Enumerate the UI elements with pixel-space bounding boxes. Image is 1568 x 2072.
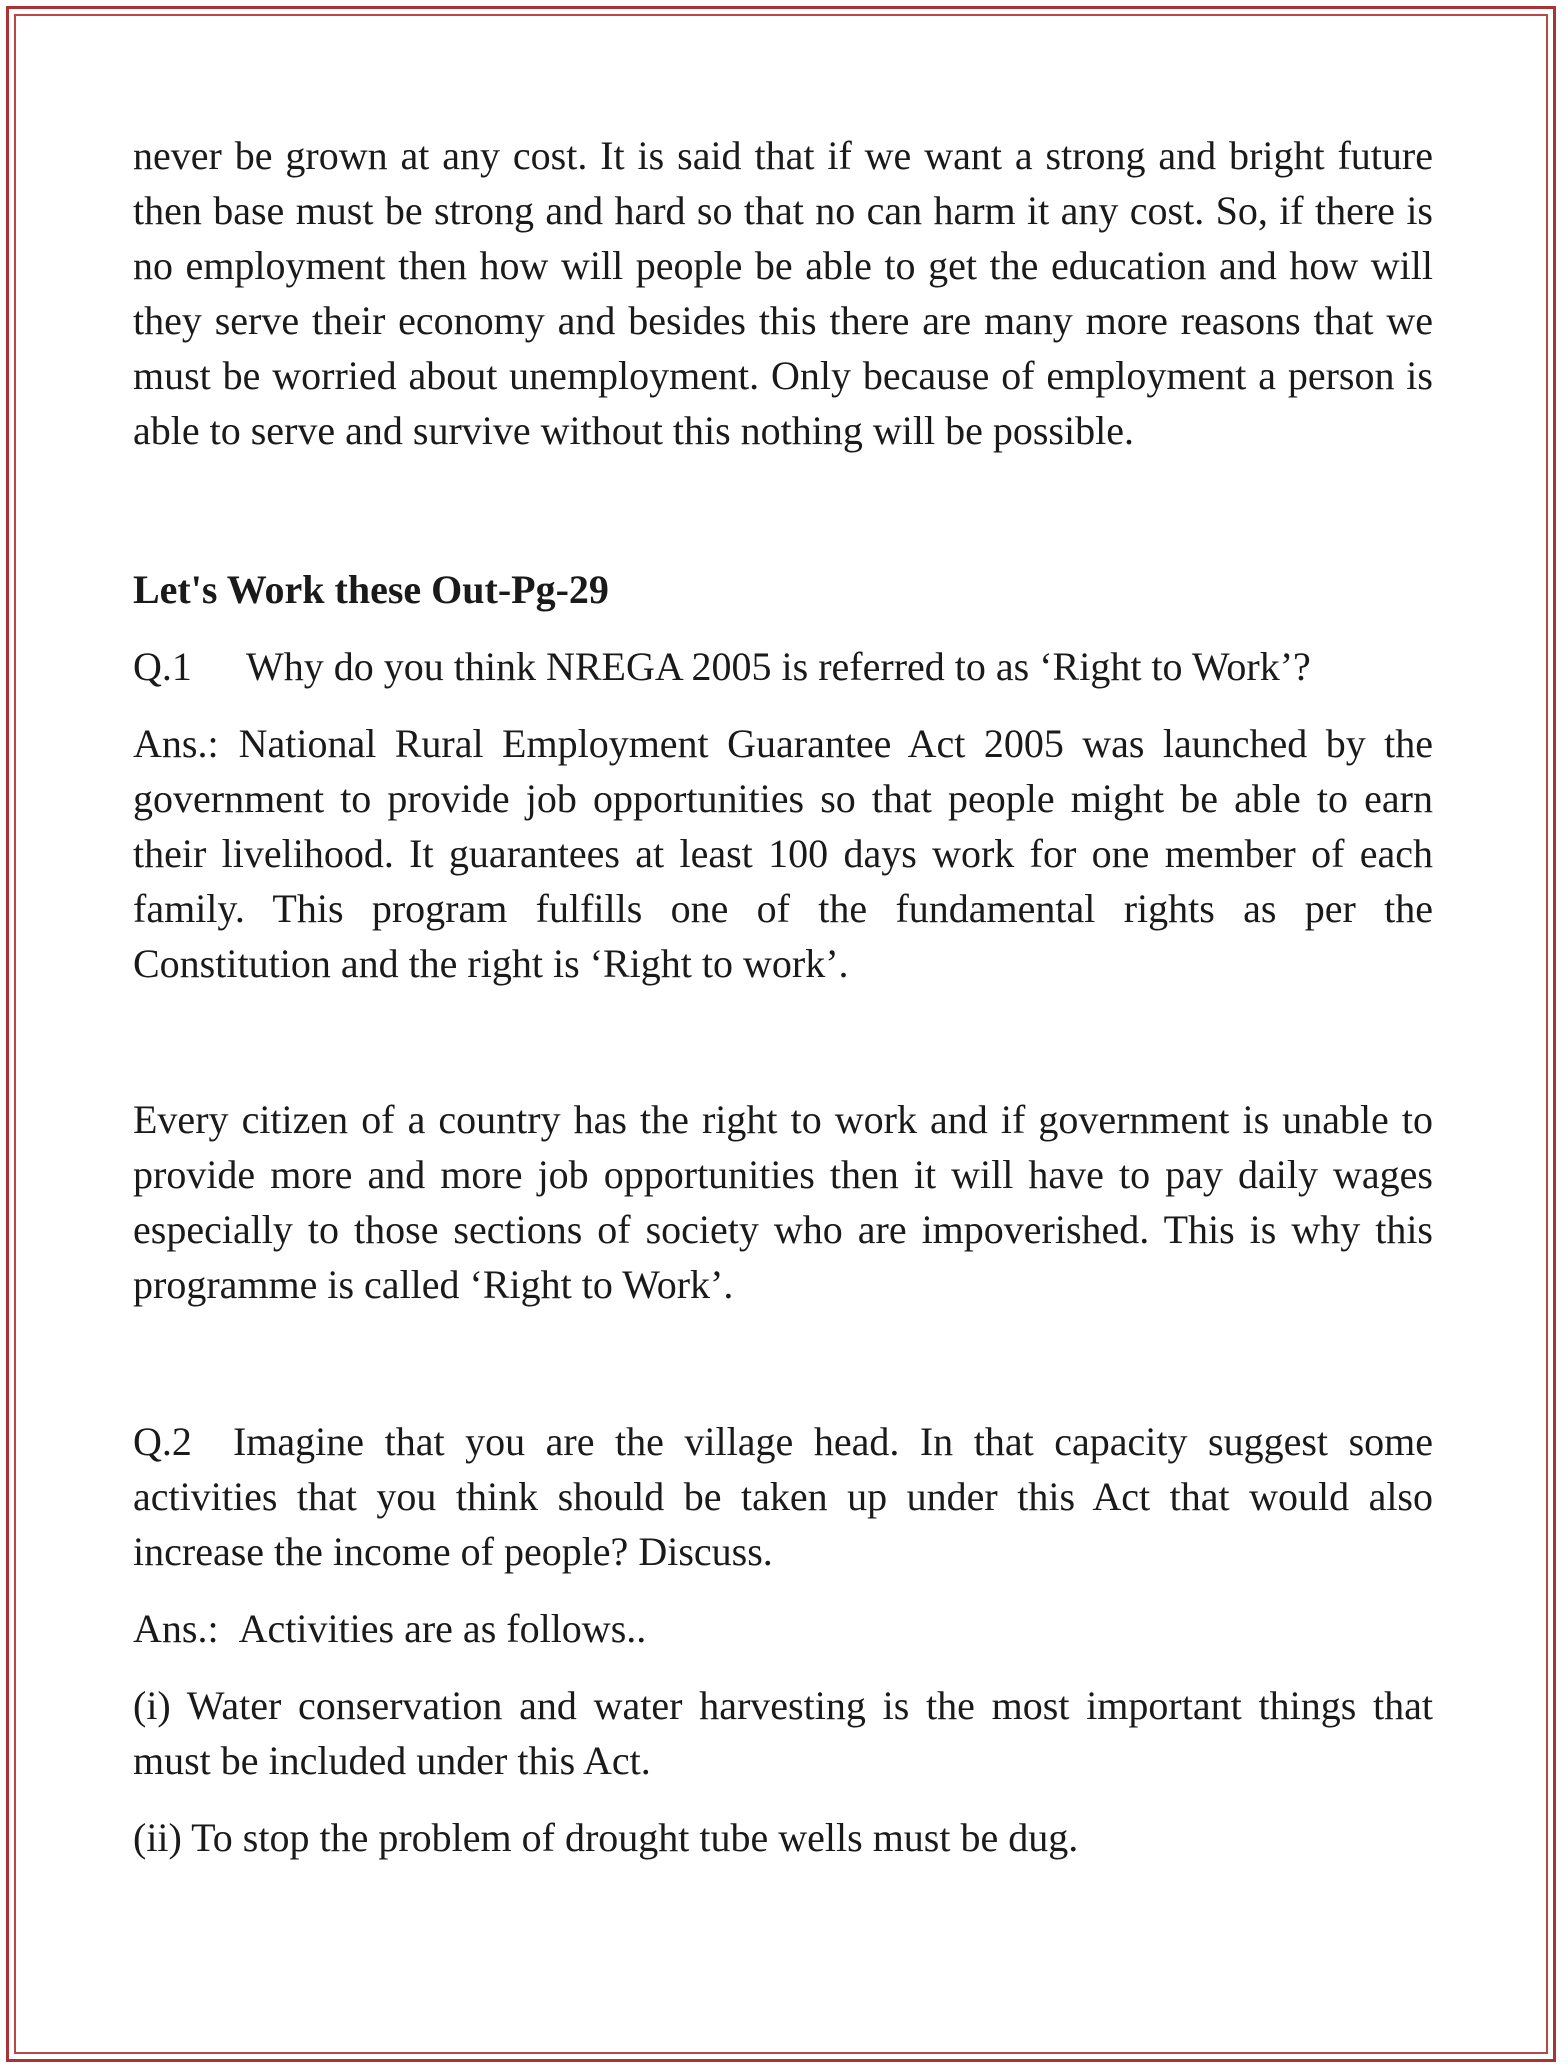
section-heading: Let's Work these Out-Pg-29	[133, 567, 609, 612]
list-item: (i) Water conservation and water harvesting is the most important things that must be included under this Act.	[133, 1683, 1433, 1783]
answer-1-paragraph-2: Every citizen of a country has the right to work and if government is unable to provide more and more job opportunities then it will have to pay daily wages especially to those sections of society who are impoverished. This is why this programme is called ‘Right to Work’.	[133, 1097, 1433, 1307]
answer-1-paragraph-1	[133, 716, 1433, 991]
question-1-text: Why do you think NREGA 2005 is referred to as ‘Right to Work’?	[246, 644, 1311, 689]
answer-1-label: Ans.:	[133, 721, 219, 766]
question-1	[133, 639, 1433, 694]
answer-2-label: Ans.:	[133, 1606, 219, 1651]
question-1-number: Q.1	[133, 644, 192, 689]
list-item: (ii) To stop the problem of drought tube wells must be dug.	[133, 1815, 1079, 1860]
answer-2-text: Activities are as follows..	[238, 1606, 647, 1651]
answer-1-text: National Rural Employment Guarantee Act 2005 was launched by the government to provide job opportunities so that people might be able to earn their livelihood. It guarantees at least 100 days work for one member of each family. This program fulfills one of the fundamental rights as per the Constitution and the right is ‘Right to work’.	[133, 721, 1433, 986]
answer-2-intro	[133, 1601, 1433, 1656]
question-2-number: Q.2	[133, 1419, 192, 1464]
question-2	[133, 1414, 1433, 1579]
document-page	[133, 128, 1433, 1865]
question-2-text: Imagine that you are the village head. In that capacity suggest some activities that you think should be taken up under this Act that would also increase the income of people? Discuss.	[133, 1419, 1434, 1574]
intro-paragraph: never be grown at any cost. It is said that if we want a strong and bright future then base must be strong and hard so that no can harm it any cost. So, if there is no employment then how will people be able to get the education and how will they serve their economy and besides this there are many more reasons that we must be worried about unemployment. Only because of employment a person is able to serve and survive without this nothing will be possible.	[133, 133, 1433, 453]
